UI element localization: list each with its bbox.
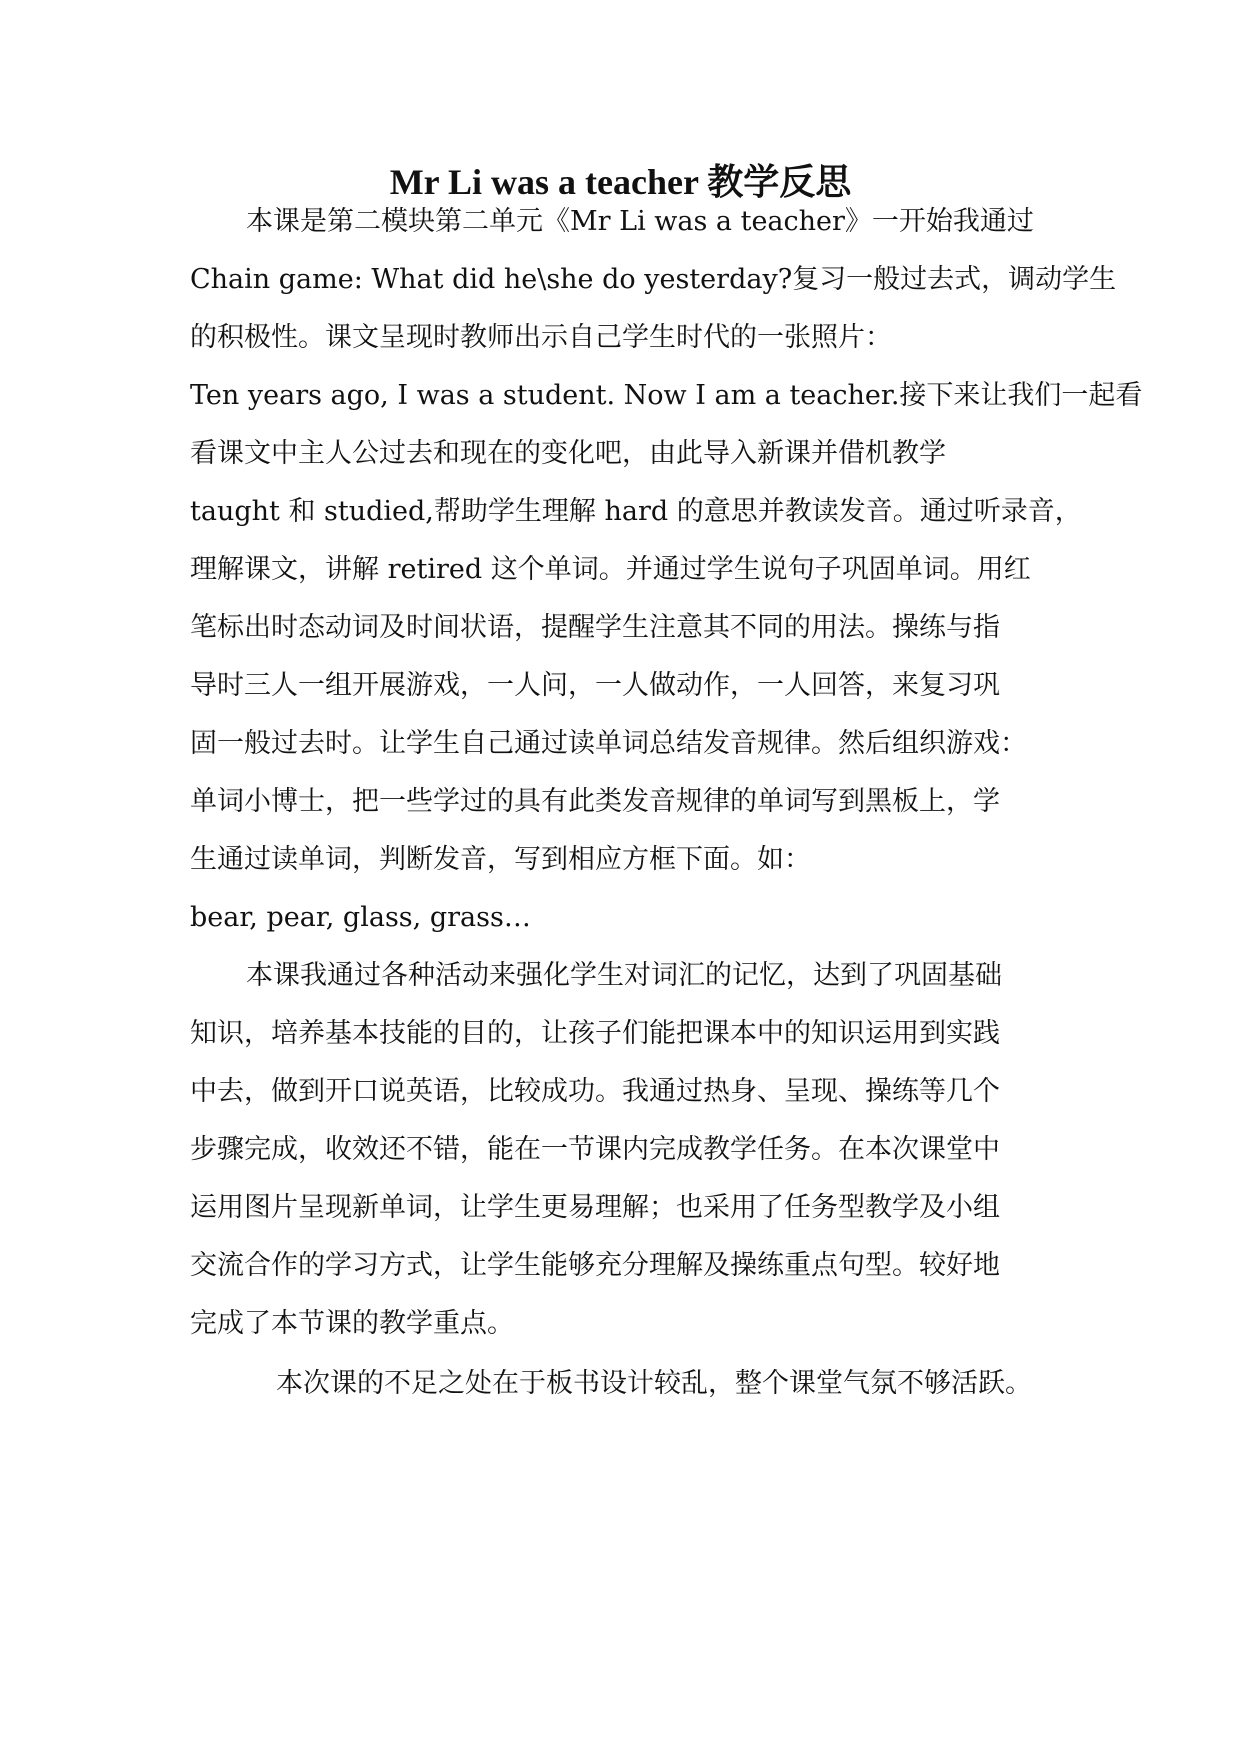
paragraph-line: 单词小博士，把一些学过的具有此类发音规律的单词写到黑板上，学 <box>190 786 1000 817</box>
paragraph-line: 本课我通过各种活动来强化学生对词汇的记忆，达到了巩固基础 <box>246 960 1002 991</box>
paragraph-line: 知识，培养基本技能的目的，让孩子们能把课本中的知识运用到实践 <box>190 1018 1000 1049</box>
paragraph-line: 完成了本节课的教学重点。 <box>190 1308 514 1339</box>
paragraph-line: 导时三人一组开展游戏，一人问，一人做动作，一人回答，来复习巩 <box>190 670 1000 701</box>
paragraph-line: Ten years ago, I was a student. Now I am a teacher.接下来让我们一起看 <box>190 380 1143 411</box>
paragraph-line: 本课是第二模块第二单元《Mr Li was a teacher》一开始我通过 <box>246 206 1034 237</box>
paragraph-line: taught 和 studied,帮助学生理解 hard 的意思并教读发音。通过听录音， <box>190 496 1082 527</box>
paragraph-line: 固一般过去时。让学生自己通过读单词总结发音规律。然后组织游戏： <box>190 728 1027 759</box>
paragraph-line: 交流合作的学习方式，让学生能够充分理解及操练重点句型。较好地 <box>190 1250 1000 1281</box>
paragraph-line: Chain game: What did he\she do yesterday?复习一般过去式，调动学生 <box>190 264 1117 295</box>
paragraph-line: 笔标出时态动词及时间状语，提醒学生注意其不同的用法。操练与指 <box>190 612 1000 643</box>
paragraph-line: 看课文中主人公过去和现在的变化吧，由此导入新课并借机教学 <box>190 438 946 469</box>
document-title: Mr Li was a teacher 教学反思 <box>389 162 852 202</box>
paragraph-line: 运用图片呈现新单词，让学生更易理解；也采用了任务型教学及小组 <box>190 1192 1000 1223</box>
paragraph-line: 步骤完成，收效还不错，能在一节课内完成教学任务。在本次课堂中 <box>190 1134 1000 1165</box>
paragraph-line: 中去，做到开口说英语，比较成功。我通过热身、呈现、操练等几个 <box>190 1076 1000 1107</box>
paragraph-line: bear, pear, glass, grass… <box>190 902 531 933</box>
paragraph-line: 本次课的不足之处在于板书设计较乱，整个课堂气氛不够活跃。 <box>276 1368 1032 1399</box>
paragraph-line: 的积极性。课文呈现时教师出示自己学生时代的一张照片： <box>190 322 892 353</box>
paragraph-line: 理解课文，讲解 retired 这个单词。并通过学生说句子巩固单词。用红 <box>190 554 1031 585</box>
paragraph-line: 生通过读单词，判断发音，写到相应方框下面。如： <box>190 844 811 875</box>
